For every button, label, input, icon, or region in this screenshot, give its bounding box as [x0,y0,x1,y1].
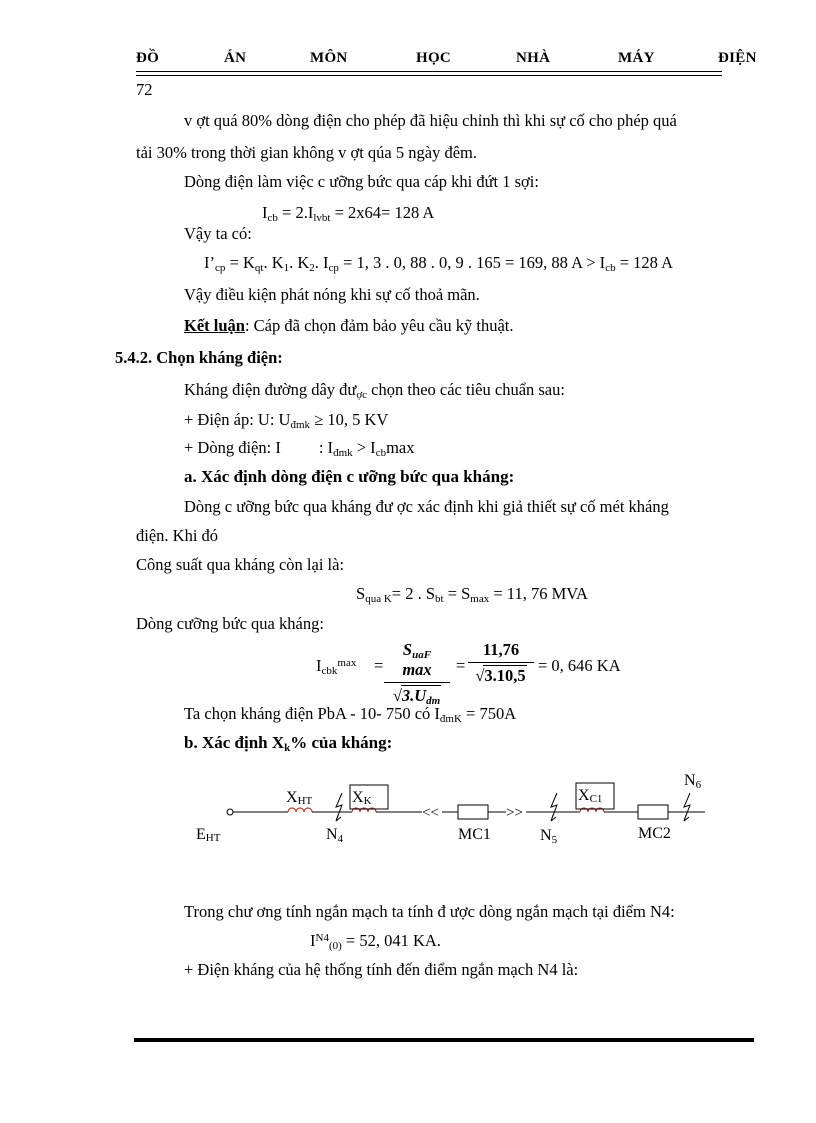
para-11: + Điện kháng của hệ thống tính đến điểm ngắn mạch N4 là: [184,960,579,979]
para-6-line-1: Dòng c ưỡng bức qua kháng đư ợc xác định khi giả thiết sự cố mét kháng [184,497,669,516]
page-number: 72 [136,80,153,99]
coil-xht [288,808,312,812]
source-terminal [227,809,233,815]
para-8: Dòng cưỡng bức qua kháng: [136,614,324,633]
para-2: Dòng điện làm việc c ưỡng bức qua cáp khi đứt 1 sợi: [184,172,539,191]
header-word-6: MÁY [618,50,655,66]
footer-rule [134,1038,754,1042]
label-xc1: XC1 [578,787,603,805]
condition-voltage: + Điện áp: U: $U_{đmk} \ge 10$, 5 KV [184,410,389,431]
condition-current: + Dòng điện: I : $I_{đmk} > I_{cb}\max$ [184,438,415,459]
equation-in4: $I^{N4}_{(0)} = 52$, 041 KA. [310,931,441,952]
para-7: Công suất qua kháng còn lại là: [136,555,345,574]
eq-lhs: $I_{cbk}^{max}$ [316,656,357,677]
fraction-2: $\frac{11,76}{√3.10,5}$ [468,640,534,686]
header-word-5: NHÀ [516,50,551,66]
label-eht: EHT [196,826,221,844]
para-3: Vậy ta có: [184,224,252,243]
header-word-4: HỌC [416,50,452,66]
conclusion [184,316,513,336]
subsection-a-title: a. Xác định dòng điện c ưỡng bức qua kháng: [184,467,515,486]
circuit-diagram [190,765,720,850]
para-1-line-1: v ợt quá 80% dòng điện cho phép đã hiệu chỉnh thì khi sự cố cho phép quá [184,111,677,130]
eq-equals-2: = [456,656,466,675]
para-1-line-2: tải 30% trong thời gian không v ợt qúa 5 ngày đêm. [136,143,477,162]
label-n4: N4 [326,826,344,845]
label-mc1: MC1 [458,826,491,843]
header-rule-bottom [136,75,722,76]
fraction-1: $S_{uaF}$ max $√3.U_{dm}$ [384,640,450,706]
equation-s: $S_{qua K}= 2$ . $S_{bt} = S_{max} = 11$, 76 MVA [356,584,588,605]
chevron-right: >> [506,805,523,821]
para-10: Trong chư ơng tính ngắn mạch ta tính đ ược dòng ngắn mạch tại điểm N4: [184,902,675,921]
fault-n4-icon [336,793,342,821]
section-title: 5.4.2. Chọn kháng điện: [115,348,283,367]
fault-n5-icon [551,793,557,821]
header-word-7: ĐIỆN [718,50,757,66]
chevron-left: << [422,805,439,821]
label-mc2: MC2 [638,825,671,842]
breaker-mc2 [638,805,668,819]
label-n6: N6 [684,772,702,791]
eq-result: = 0, 646 KA [538,656,621,675]
eq-equals-1: = [374,656,384,675]
header-word-2: ÁN [224,50,247,66]
label-n5: N5 [540,827,558,846]
para-9: Ta chọn kháng điện PbA - 10- 750 có $I_{đmK} = 750A$ [184,704,517,725]
para-6-line-2: điện. Khi đó [136,526,219,545]
equation-icb: $I_{cb} = 2.I_{lvbt} = 2x64= 128$ A [262,203,435,224]
conclusion-label: Kết luận [184,316,245,335]
label-xht: XHT [286,789,313,807]
header-word-3: MÔN [310,50,348,66]
header-rule-top [136,71,722,72]
para-4: Vậy điều kiện phát nóng khi sự cố thoả mãn. [184,285,480,304]
para-5: Kháng điện đường dây $đư_{ợc}$ chọn theo các tiêu chuẩn sau: [184,380,565,401]
fault-n6-icon [684,793,690,821]
subsection-b-title: b. Xác định $X_k\%$ của kháng: [184,733,393,754]
equation-icp: $I’_{cp} = K_{qt}$. $K_1$. $K_2$. $I_{cp} = 1$, 3 . 0, 88 . 0, 9 . 165 = 169, 88 $A > I_{cb} = 128$ A [204,253,674,274]
header-word-1: ĐỒ [136,50,160,66]
breaker-mc1 [458,805,488,819]
conclusion-text: : Cáp đã chọn đảm bảo yêu cầu kỹ thuật. [244,316,514,335]
label-xk: XK [352,789,372,807]
